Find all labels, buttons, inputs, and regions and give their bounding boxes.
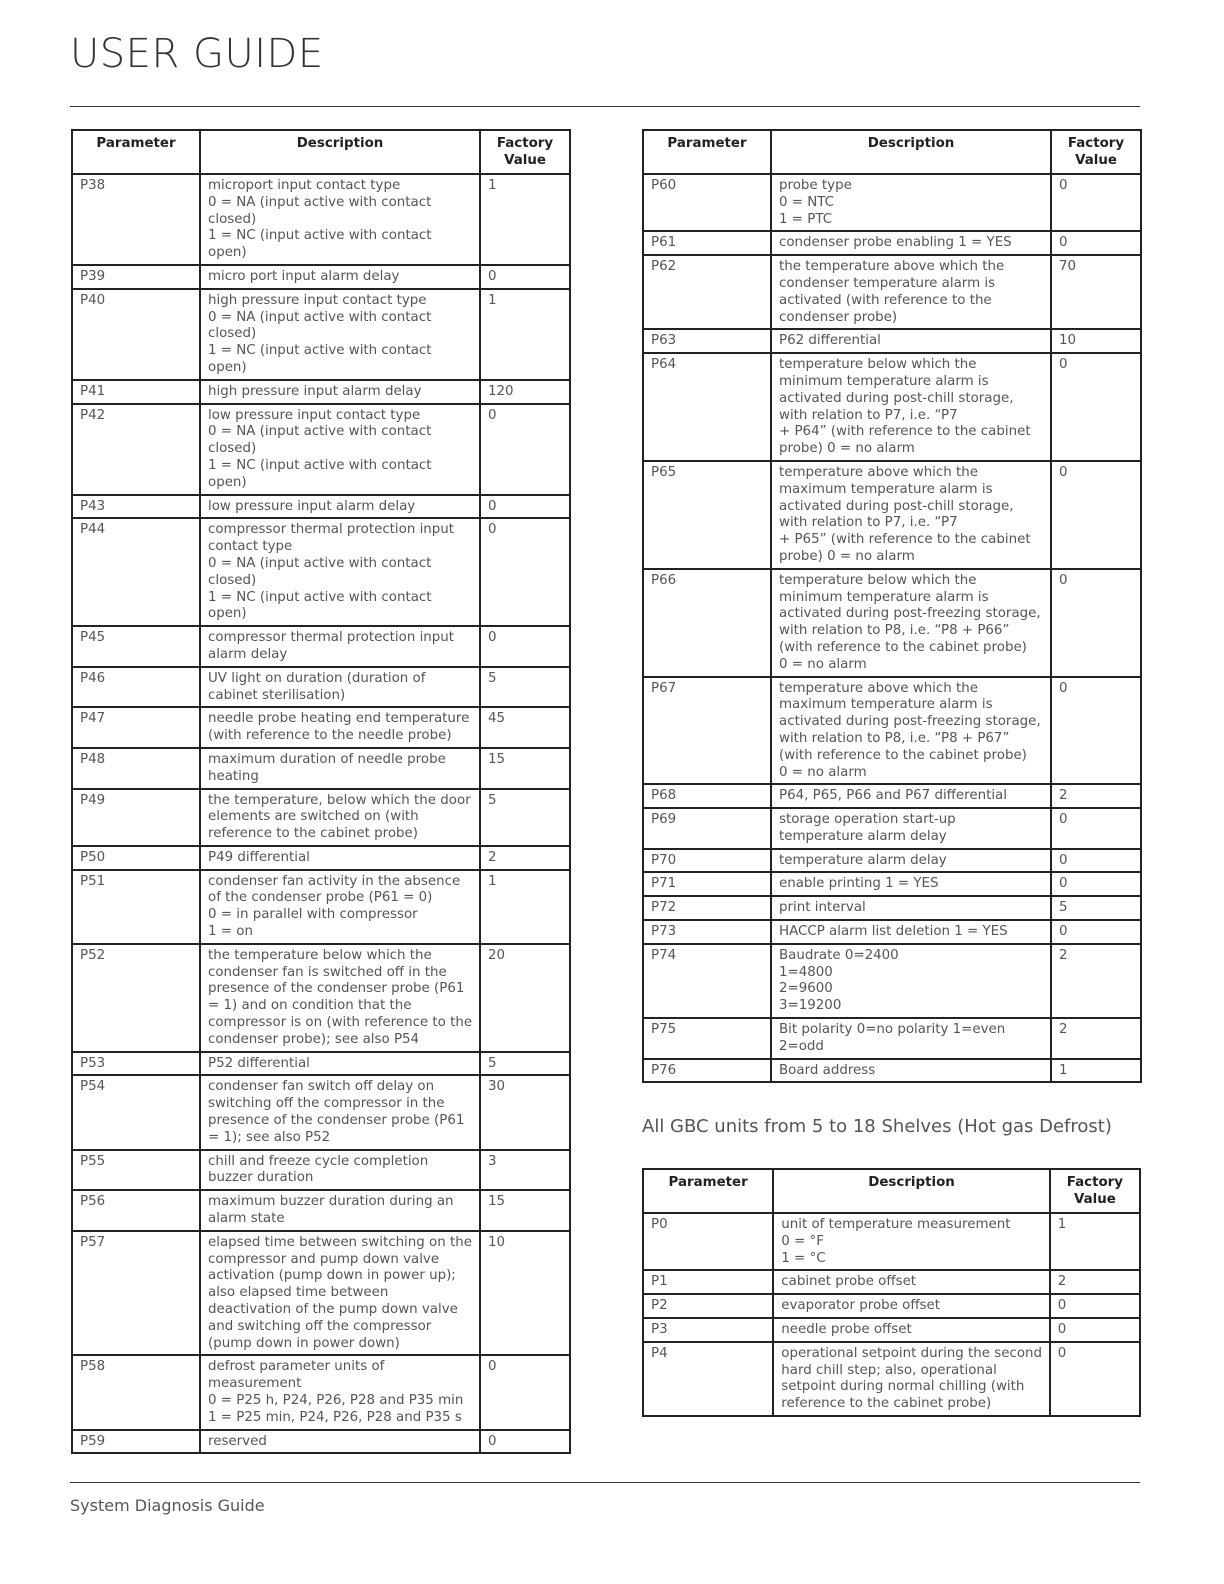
description-cell: storage operation start-up temperature alarm delay bbox=[771, 808, 1051, 849]
description-cell: print interval bbox=[771, 896, 1051, 920]
table-row bbox=[72, 1430, 570, 1454]
section-parameter-table bbox=[642, 1168, 1141, 1417]
description-cell: elapsed time between switching on the compressor and pump down valve activation (pump down in power up); also elapsed time between deactivation of the pump down valve and switching off the compressor (pump down in power down) bbox=[200, 1231, 480, 1356]
factory-value-cell: 0 bbox=[1051, 849, 1141, 873]
factory-value-cell: 2 bbox=[1051, 784, 1141, 808]
description-cell: microport input contact type 0 = NA (input active with contact closed) 1 = NC (input active with contact open) bbox=[200, 174, 480, 265]
description-cell: Board address bbox=[771, 1059, 1051, 1083]
factory-value-cell: 2 bbox=[480, 846, 570, 870]
parameter-cell: P69 bbox=[643, 808, 771, 849]
table-row bbox=[72, 667, 570, 708]
factory-value-cell: 15 bbox=[480, 748, 570, 789]
parameter-cell: P0 bbox=[643, 1213, 773, 1270]
factory-value-cell: 0 bbox=[1051, 808, 1141, 849]
footer-divider bbox=[70, 1482, 1140, 1483]
parameter-cell: P73 bbox=[643, 920, 771, 944]
table-row bbox=[643, 944, 1141, 1018]
parameter-cell: P57 bbox=[72, 1231, 200, 1356]
table-row bbox=[72, 289, 570, 380]
table-header-row bbox=[72, 130, 570, 174]
table-row bbox=[72, 495, 570, 519]
factory-value-cell: 2 bbox=[1051, 1018, 1141, 1059]
parameter-header: Parameter bbox=[643, 1169, 773, 1213]
factory-value-cell: 0 bbox=[1050, 1294, 1140, 1318]
description-cell: temperature above which the maximum temperature alarm is activated during post-freezing storage, with relation to P8, i.e. “P8 + P67” (with reference to the cabinet probe) 0 = no alarm bbox=[771, 677, 1051, 785]
parameter-cell: P2 bbox=[643, 1294, 773, 1318]
table-row bbox=[643, 677, 1141, 785]
factory-value-cell: 0 bbox=[1051, 174, 1141, 231]
factory-value-cell: 1 bbox=[480, 870, 570, 944]
factory-value-cell: 0 bbox=[1051, 461, 1141, 569]
factory-value-cell: 0 bbox=[480, 518, 570, 626]
table-row bbox=[643, 896, 1141, 920]
parameter-cell: P62 bbox=[643, 255, 771, 329]
table-row bbox=[643, 1059, 1141, 1083]
factory-value-cell: 5 bbox=[480, 1052, 570, 1076]
description-cell: temperature below which the minimum temperature alarm is activated during post-freezing storage, with relation to P8, i.e. “P8 + P66” (with reference to the cabinet probe) 0 = no alarm bbox=[771, 569, 1051, 677]
factory-value-cell: 5 bbox=[480, 667, 570, 708]
factory-value-cell: 30 bbox=[480, 1075, 570, 1149]
description-cell: defrost parameter units of measurement 0 = P25 h, P24, P26, P28 and P35 min 1 = P25 min, P24, P26, P28 and P35 s bbox=[200, 1355, 480, 1429]
table-row bbox=[72, 174, 570, 265]
parameter-cell: P46 bbox=[72, 667, 200, 708]
description-cell: P52 differential bbox=[200, 1052, 480, 1076]
description-cell: temperature below which the minimum temperature alarm is activated during post-chill storage, with relation to P7, i.e. “P7 + P64” (with reference to the cabinet probe) 0 = no alarm bbox=[771, 353, 1051, 461]
description-cell: P49 differential bbox=[200, 846, 480, 870]
table-row bbox=[643, 1294, 1140, 1318]
description-cell: maximum duration of needle probe heating bbox=[200, 748, 480, 789]
parameter-cell: P76 bbox=[643, 1059, 771, 1083]
description-cell: Bit polarity 0=no polarity 1=even 2=odd bbox=[771, 1018, 1051, 1059]
parameter-cell: P61 bbox=[643, 231, 771, 255]
factory-value-cell: 0 bbox=[1051, 677, 1141, 785]
header-divider bbox=[70, 106, 1140, 107]
table-row bbox=[643, 808, 1141, 849]
parameter-cell: P58 bbox=[72, 1355, 200, 1429]
factory-value-cell: 10 bbox=[1051, 329, 1141, 353]
factory-value-cell: 0 bbox=[480, 626, 570, 667]
parameter-header: Parameter bbox=[72, 130, 200, 174]
factory-value-cell: 2 bbox=[1051, 944, 1141, 1018]
factory-value-cell: 0 bbox=[1050, 1342, 1140, 1416]
factory-value-cell: 0 bbox=[480, 1355, 570, 1429]
right-parameter-table bbox=[642, 129, 1142, 1083]
parameter-cell: P70 bbox=[643, 849, 771, 873]
footer-text: System Diagnosis Guide bbox=[70, 1496, 265, 1515]
parameter-cell: P55 bbox=[72, 1150, 200, 1191]
factory-value-cell: 0 bbox=[480, 1430, 570, 1454]
description-header: Description bbox=[773, 1169, 1050, 1213]
factory-value-cell: 45 bbox=[480, 707, 570, 748]
parameter-cell: P48 bbox=[72, 748, 200, 789]
parameter-cell: P3 bbox=[643, 1318, 773, 1342]
parameter-cell: P75 bbox=[643, 1018, 771, 1059]
description-cell: maximum buzzer duration during an alarm state bbox=[200, 1190, 480, 1231]
description-cell: high pressure input contact type 0 = NA (input active with contact closed) 1 = NC (input active with contact open) bbox=[200, 289, 480, 380]
table-row bbox=[72, 1355, 570, 1429]
description-cell: condenser probe enabling 1 = YES bbox=[771, 231, 1051, 255]
factory-value-cell: 0 bbox=[1051, 872, 1141, 896]
parameter-cell: P38 bbox=[72, 174, 200, 265]
table-row bbox=[72, 748, 570, 789]
factory-value-cell: 0 bbox=[1051, 920, 1141, 944]
factory-value-cell: 5 bbox=[1051, 896, 1141, 920]
table-row bbox=[72, 626, 570, 667]
factory-value-cell: 1 bbox=[480, 174, 570, 265]
table-header-row bbox=[643, 130, 1141, 174]
table-row bbox=[643, 231, 1141, 255]
factory-value-cell: 0 bbox=[480, 404, 570, 495]
parameter-cell: P51 bbox=[72, 870, 200, 944]
left-parameter-table bbox=[71, 129, 571, 1454]
factory-value-cell: 70 bbox=[1051, 255, 1141, 329]
description-cell: operational setpoint during the second hard chill step; also, operational setpoint during normal chilling (with reference to the cabinet probe) bbox=[773, 1342, 1050, 1416]
factory-value-header: Factory Value bbox=[1050, 1169, 1140, 1213]
factory-value-cell: 0 bbox=[1051, 353, 1141, 461]
description-cell: needle probe heating end temperature (with reference to the needle probe) bbox=[200, 707, 480, 748]
factory-value-cell: 120 bbox=[480, 380, 570, 404]
factory-value-cell: 2 bbox=[1050, 1270, 1140, 1294]
page-title: USER GUIDE bbox=[70, 31, 324, 77]
table-row bbox=[643, 1342, 1140, 1416]
table-row bbox=[72, 1150, 570, 1191]
factory-value-cell: 0 bbox=[480, 265, 570, 289]
description-cell: enable printing 1 = YES bbox=[771, 872, 1051, 896]
factory-value-header: Factory Value bbox=[1051, 130, 1141, 174]
factory-value-cell: 0 bbox=[1051, 569, 1141, 677]
parameter-cell: P53 bbox=[72, 1052, 200, 1076]
factory-value-cell: 1 bbox=[1051, 1059, 1141, 1083]
table-row bbox=[72, 944, 570, 1052]
table-row bbox=[72, 518, 570, 626]
factory-value-cell: 3 bbox=[480, 1150, 570, 1191]
table-row bbox=[643, 329, 1141, 353]
parameter-cell: P52 bbox=[72, 944, 200, 1052]
parameter-cell: P56 bbox=[72, 1190, 200, 1231]
parameter-cell: P45 bbox=[72, 626, 200, 667]
description-cell: compressor thermal protection input contact type 0 = NA (input active with contact closed) 1 = NC (input active with contact open) bbox=[200, 518, 480, 626]
factory-value-cell: 0 bbox=[1050, 1318, 1140, 1342]
description-cell: condenser fan activity in the absence of the condenser probe (P61 = 0) 0 = in parallel with compressor 1 = on bbox=[200, 870, 480, 944]
description-cell: micro port input alarm delay bbox=[200, 265, 480, 289]
description-cell: Baudrate 0=2400 1=4800 2=9600 3=19200 bbox=[771, 944, 1051, 1018]
factory-value-cell: 1 bbox=[480, 289, 570, 380]
description-cell: needle probe offset bbox=[773, 1318, 1050, 1342]
description-cell: low pressure input alarm delay bbox=[200, 495, 480, 519]
description-cell: high pressure input alarm delay bbox=[200, 380, 480, 404]
parameter-cell: P63 bbox=[643, 329, 771, 353]
table-row bbox=[72, 1190, 570, 1231]
table-row bbox=[72, 789, 570, 846]
table-header-row bbox=[643, 1169, 1140, 1213]
description-header: Description bbox=[771, 130, 1051, 174]
description-cell: HACCP alarm list deletion 1 = YES bbox=[771, 920, 1051, 944]
description-cell: chill and freeze cycle completion buzzer duration bbox=[200, 1150, 480, 1191]
table-row bbox=[72, 707, 570, 748]
table-row bbox=[72, 1075, 570, 1149]
parameter-cell: P71 bbox=[643, 872, 771, 896]
parameter-cell: P44 bbox=[72, 518, 200, 626]
factory-value-cell: 20 bbox=[480, 944, 570, 1052]
parameter-cell: P40 bbox=[72, 289, 200, 380]
parameter-cell: P39 bbox=[72, 265, 200, 289]
factory-value-cell: 10 bbox=[480, 1231, 570, 1356]
description-cell: UV light on duration (duration of cabinet sterilisation) bbox=[200, 667, 480, 708]
description-cell: low pressure input contact type 0 = NA (input active with contact closed) 1 = NC (input active with contact open) bbox=[200, 404, 480, 495]
description-cell: reserved bbox=[200, 1430, 480, 1454]
factory-value-cell: 0 bbox=[480, 495, 570, 519]
description-cell: evaporator probe offset bbox=[773, 1294, 1050, 1318]
factory-value-header: Factory Value bbox=[480, 130, 570, 174]
table-row bbox=[643, 255, 1141, 329]
parameter-cell: P47 bbox=[72, 707, 200, 748]
section-heading: All GBC units from 5 to 18 Shelves (Hot gas Defrost) bbox=[642, 1116, 1112, 1137]
table-row bbox=[643, 849, 1141, 873]
parameter-cell: P41 bbox=[72, 380, 200, 404]
parameter-cell: P1 bbox=[643, 1270, 773, 1294]
table-row bbox=[643, 1318, 1140, 1342]
parameter-cell: P74 bbox=[643, 944, 771, 1018]
parameter-cell: P67 bbox=[643, 677, 771, 785]
parameter-cell: P54 bbox=[72, 1075, 200, 1149]
parameter-header: Parameter bbox=[643, 130, 771, 174]
table-row bbox=[72, 870, 570, 944]
table-row bbox=[72, 1052, 570, 1076]
description-header: Description bbox=[200, 130, 480, 174]
description-cell: temperature above which the maximum temperature alarm is activated during post-chill storage, with relation to P7, i.e. “P7 + P65” (with reference to the cabinet probe) 0 = no alarm bbox=[771, 461, 1051, 569]
parameter-cell: P65 bbox=[643, 461, 771, 569]
factory-value-cell: 15 bbox=[480, 1190, 570, 1231]
table-row bbox=[643, 1270, 1140, 1294]
parameter-cell: P60 bbox=[643, 174, 771, 231]
table-row bbox=[72, 846, 570, 870]
description-cell: P62 differential bbox=[771, 329, 1051, 353]
table-row bbox=[643, 1213, 1140, 1270]
description-cell: the temperature above which the condenser temperature alarm is activated (with reference to the condenser probe) bbox=[771, 255, 1051, 329]
factory-value-cell: 0 bbox=[1051, 231, 1141, 255]
table-row bbox=[643, 872, 1141, 896]
parameter-cell: P64 bbox=[643, 353, 771, 461]
description-cell: temperature alarm delay bbox=[771, 849, 1051, 873]
description-cell: unit of temperature measurement 0 = °F 1 = °C bbox=[773, 1213, 1050, 1270]
description-cell: cabinet probe offset bbox=[773, 1270, 1050, 1294]
description-cell: compressor thermal protection input alarm delay bbox=[200, 626, 480, 667]
table-row bbox=[643, 569, 1141, 677]
table-row bbox=[643, 1018, 1141, 1059]
factory-value-cell: 5 bbox=[480, 789, 570, 846]
table-row bbox=[72, 404, 570, 495]
description-cell: probe type 0 = NTC 1 = PTC bbox=[771, 174, 1051, 231]
parameter-cell: P49 bbox=[72, 789, 200, 846]
parameter-cell: P42 bbox=[72, 404, 200, 495]
factory-value-cell: 1 bbox=[1050, 1213, 1140, 1270]
table-row bbox=[72, 1231, 570, 1356]
table-row bbox=[72, 265, 570, 289]
table-row bbox=[72, 380, 570, 404]
table-row bbox=[643, 174, 1141, 231]
parameter-cell: P66 bbox=[643, 569, 771, 677]
table-row bbox=[643, 353, 1141, 461]
parameter-cell: P72 bbox=[643, 896, 771, 920]
description-cell: P64, P65, P66 and P67 differential bbox=[771, 784, 1051, 808]
table-row bbox=[643, 920, 1141, 944]
description-cell: condenser fan switch off delay on switching off the compressor in the presence of the condenser probe (P61 = 1); see also P52 bbox=[200, 1075, 480, 1149]
table-row bbox=[643, 461, 1141, 569]
parameter-cell: P4 bbox=[643, 1342, 773, 1416]
description-cell: the temperature, below which the door elements are switched on (with reference to the cabinet probe) bbox=[200, 789, 480, 846]
table-row bbox=[643, 784, 1141, 808]
parameter-cell: P50 bbox=[72, 846, 200, 870]
parameter-cell: P59 bbox=[72, 1430, 200, 1454]
parameter-cell: P68 bbox=[643, 784, 771, 808]
description-cell: the temperature below which the condenser fan is switched off in the presence of the condenser probe (P61 = 1) and on condition that the compressor is on (with reference to the condenser probe); see also P54 bbox=[200, 944, 480, 1052]
parameter-cell: P43 bbox=[72, 495, 200, 519]
